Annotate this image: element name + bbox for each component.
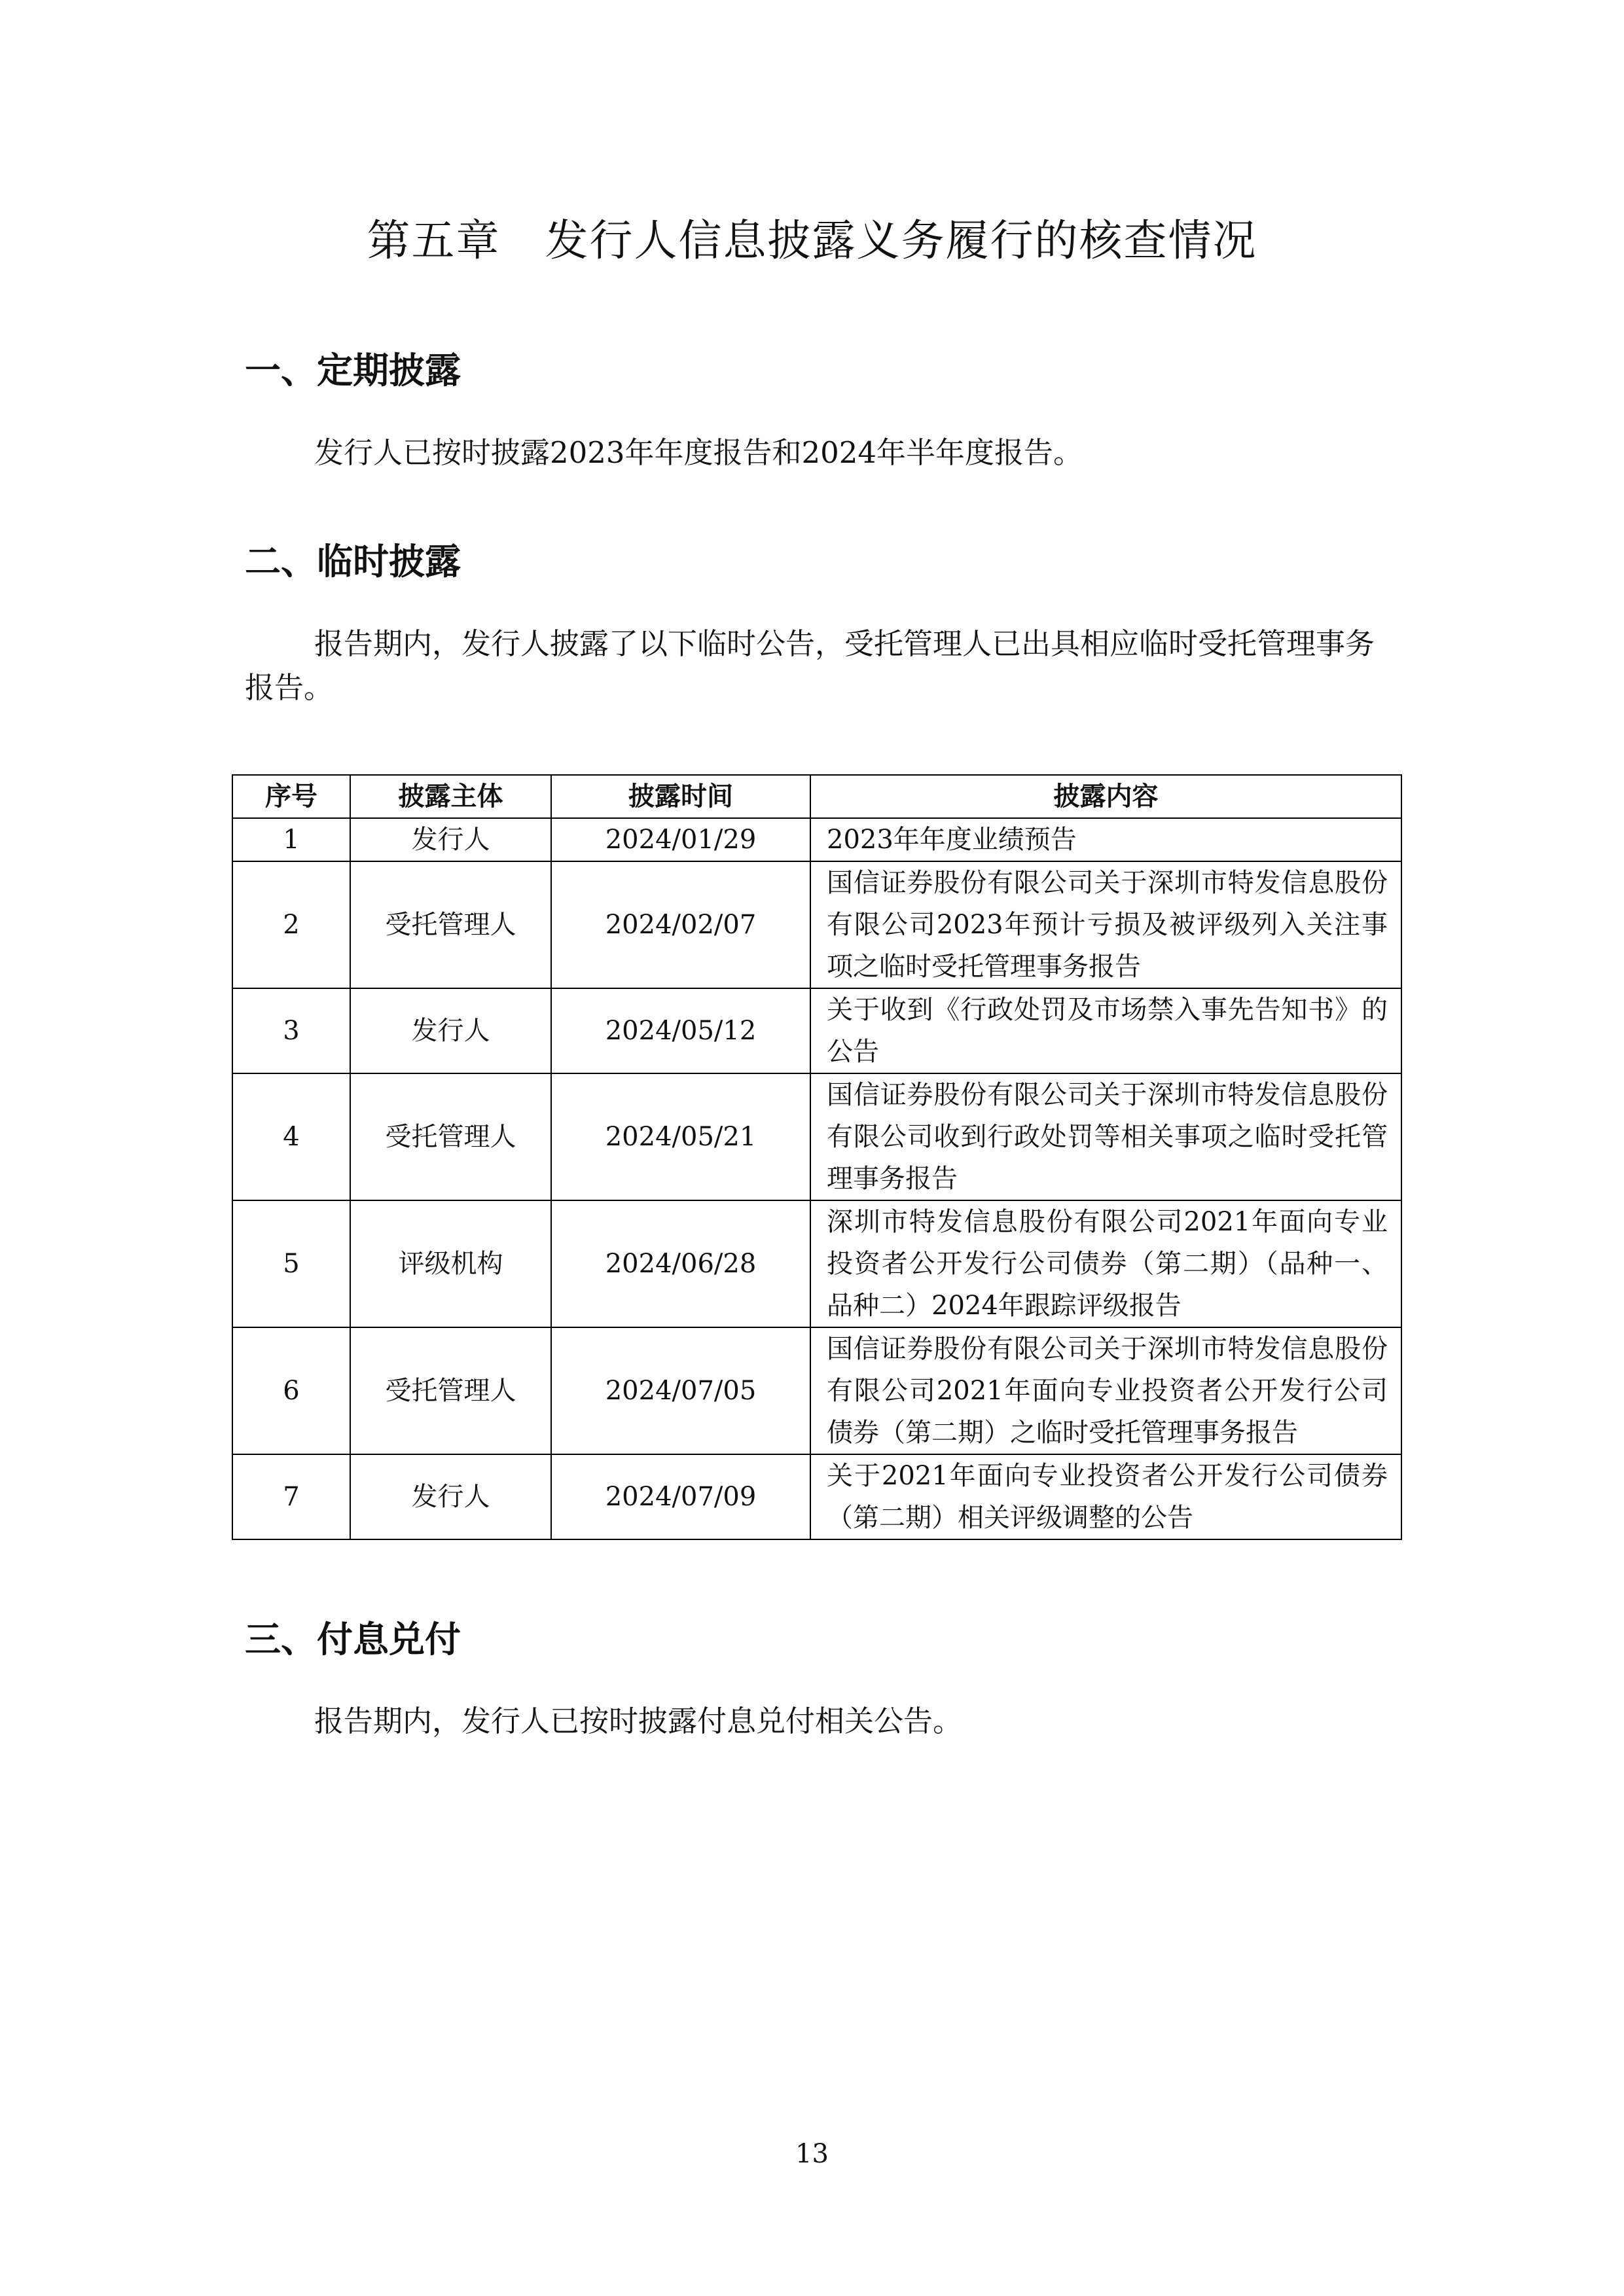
cell-content: 国信证券股份有限公司关于深圳市特发信息股份有限公司2021年面向专业投资者公开发行公司债券（第二期）之临时受托管理事务报告 — [810, 1327, 1401, 1454]
table-row — [232, 1073, 1401, 1200]
header-date: 披露时间 — [551, 775, 810, 818]
cell-content: 关于2021年面向专业投资者公开发行公司债券（第二期）相关评级调整的公告 — [810, 1454, 1401, 1539]
section-heading-interim: 二、临时披露 — [245, 541, 461, 583]
section-heading-payment: 三、付息兑付 — [245, 1619, 461, 1660]
table-header-row — [232, 775, 1401, 818]
cell-no: 6 — [232, 1327, 350, 1454]
cell-date: 2024/06/28 — [551, 1200, 810, 1327]
cell-date: 2024/05/21 — [551, 1073, 810, 1200]
paragraph-interim: 报告期内，发行人披露了以下临时公告，受托管理人已出具相应临时受托管理事务报告。 — [245, 626, 1375, 705]
paragraph-payment: 报告期内，发行人已按时披露付息兑付相关公告。 — [314, 1704, 963, 1738]
cell-subject: 发行人 — [350, 988, 551, 1073]
cell-subject: 受托管理人 — [350, 861, 551, 988]
cell-date: 2024/05/12 — [551, 988, 810, 1073]
cell-date: 2024/07/09 — [551, 1454, 810, 1539]
cell-no: 1 — [232, 818, 350, 861]
cell-content: 关于收到《行政处罚及市场禁入事先告知书》的公告 — [810, 988, 1401, 1073]
table-row — [232, 818, 1401, 861]
header-subject: 披露主体 — [350, 775, 551, 818]
page-number: 13 — [795, 2139, 829, 2169]
cell-content: 2023年年度业绩预告 — [810, 818, 1401, 861]
table-row — [232, 1200, 1401, 1327]
table-row — [232, 1327, 1401, 1454]
cell-no: 4 — [232, 1073, 350, 1200]
cell-content: 国信证券股份有限公司关于深圳市特发信息股份有限公司2023年预计亏损及被评级列入关注事项之临时受托管理事务报告 — [810, 861, 1401, 988]
cell-subject: 发行人 — [350, 818, 551, 861]
cell-subject: 评级机构 — [350, 1200, 551, 1327]
cell-no: 3 — [232, 988, 350, 1073]
table-row — [232, 861, 1401, 988]
table-row — [232, 1454, 1401, 1539]
cell-content: 国信证券股份有限公司关于深圳市特发信息股份有限公司收到行政处罚等相关事项之临时受托管理事务报告 — [810, 1073, 1401, 1200]
cell-no: 2 — [232, 861, 350, 988]
cell-subject: 受托管理人 — [350, 1327, 551, 1454]
cell-no: 7 — [232, 1454, 350, 1539]
paragraph-periodic: 发行人已按时披露2023年年度报告和2024年半年度报告。 — [314, 435, 1083, 470]
cell-no: 5 — [232, 1200, 350, 1327]
cell-content: 深圳市特发信息股份有限公司2021年面向专业投资者公开发行公司债券（第二期）（品种一、品种二）2024年跟踪评级报告 — [810, 1200, 1401, 1327]
section-heading-periodic: 一、定期披露 — [245, 350, 461, 391]
header-content: 披露内容 — [810, 775, 1401, 818]
cell-date: 2024/02/07 — [551, 861, 810, 988]
disclosure-table — [232, 774, 1402, 1540]
cell-date: 2024/07/05 — [551, 1327, 810, 1454]
cell-date: 2024/01/29 — [551, 818, 810, 861]
header-no: 序号 — [232, 775, 350, 818]
cell-subject: 受托管理人 — [350, 1073, 551, 1200]
table-row — [232, 988, 1401, 1073]
cell-subject: 发行人 — [350, 1454, 551, 1539]
chapter-title: 第五章 发行人信息披露义务履行的核查情况 — [367, 215, 1257, 266]
